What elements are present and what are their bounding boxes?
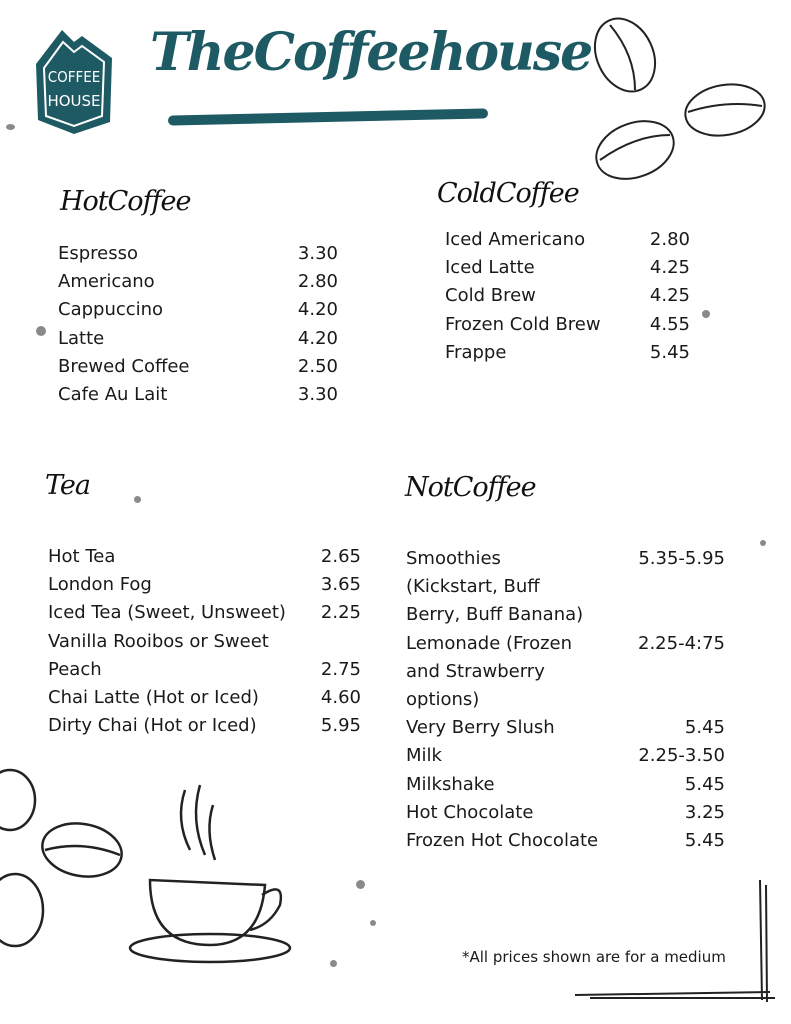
menu-item	[58, 296, 338, 324]
coffee-cup-and-beans-icon	[0, 760, 300, 980]
menu-item	[48, 543, 361, 571]
menu-item	[445, 226, 690, 254]
tea-list	[48, 543, 361, 740]
menu-item	[406, 686, 725, 714]
item-name: Very Berry Slush	[406, 717, 555, 739]
item-price: 3.30	[297, 243, 338, 264]
not-coffee-list	[406, 545, 725, 855]
item-price: 2.65	[320, 546, 361, 567]
item-price: 2.80	[649, 229, 690, 250]
menu-item	[445, 254, 690, 282]
menu-item	[445, 282, 690, 310]
item-name: Latte	[58, 327, 105, 349]
item-name: Iced Americano	[445, 229, 586, 250]
item-name: Hot Tea	[48, 546, 116, 567]
menu-item	[445, 311, 690, 339]
menu-item	[445, 339, 690, 367]
coffee-house-logo	[30, 24, 118, 136]
item-name: Frozen Hot Chocolate	[406, 830, 599, 852]
item-price: 5.45	[684, 773, 725, 795]
menu-item	[48, 628, 361, 656]
item-price: 4.60	[320, 687, 361, 709]
item-name: Milkshake	[406, 773, 495, 795]
menu-item	[58, 381, 338, 409]
page-title: TheCoffeehouse	[150, 22, 592, 83]
menu-item	[58, 268, 338, 296]
item-price: 3.30	[297, 384, 338, 406]
item-name: Frappe	[445, 341, 507, 363]
menu-item	[406, 771, 725, 799]
item-price: 4.55	[649, 313, 690, 335]
menu-item	[406, 601, 725, 629]
corner-frame-lines	[570, 880, 785, 1005]
hot-coffee-list	[58, 240, 338, 409]
item-name: Milk	[406, 745, 442, 767]
coffee-beans-icon	[590, 10, 780, 200]
item-name: Dirty Chai (Hot or Iced)	[48, 715, 257, 737]
menu-item	[406, 799, 725, 827]
menu-item	[406, 573, 725, 601]
item-name: Frozen Cold Brew	[445, 313, 601, 335]
item-price: 4.20	[297, 327, 338, 349]
item-price: 2.25	[320, 602, 361, 624]
svg-text:COFFEE: COFFEE	[47, 68, 101, 86]
menu-item	[48, 599, 361, 627]
item-name: London Fog	[48, 574, 152, 596]
item-name: Cappuccino	[58, 299, 164, 321]
menu-item	[406, 714, 725, 742]
menu-item	[48, 684, 361, 712]
item-name: Smoothies	[406, 548, 501, 569]
tea-heading: Tea	[45, 470, 90, 501]
item-name: (Kickstart, Buff	[406, 576, 540, 598]
item-price: 4.25	[649, 257, 690, 279]
item-price: 3.25	[684, 801, 725, 823]
item-name: options)	[406, 689, 480, 711]
menu-item	[406, 742, 725, 770]
item-price: 2.75	[320, 658, 361, 680]
item-name: and Strawberry	[406, 660, 545, 682]
item-name: Hot Chocolate	[406, 801, 534, 823]
menu-item	[48, 571, 361, 599]
item-price: 5.45	[684, 717, 725, 739]
item-price: 5.95	[320, 715, 361, 737]
item-name: Espresso	[58, 243, 139, 264]
item-price: 5.45	[649, 341, 690, 363]
svg-text:HOUSE: HOUSE	[47, 92, 101, 110]
item-name: Peach	[48, 658, 102, 680]
item-price: 2.80	[297, 271, 338, 293]
cold-coffee-list	[445, 226, 690, 367]
item-price: 5.35-5.95	[638, 548, 725, 569]
item-price: 2.25-4:75	[638, 632, 725, 654]
item-name: Lemonade (Frozen	[406, 632, 573, 654]
item-name: Americano	[58, 271, 155, 293]
menu-item	[406, 658, 725, 686]
item-name: Brewed Coffee	[58, 355, 190, 377]
item-name: Iced Latte	[445, 257, 535, 279]
item-name: Berry, Buff Banana)	[406, 604, 584, 626]
item-name: Cold Brew	[445, 285, 536, 307]
hot-coffee-heading: HotCoffee	[60, 186, 191, 217]
menu-item	[48, 712, 361, 740]
item-price: 4.25	[649, 285, 690, 307]
item-price: 3.65	[320, 574, 361, 596]
item-price: 4.20	[297, 299, 338, 321]
cold-coffee-heading: ColdCoffee	[437, 178, 579, 209]
title-underline	[168, 108, 488, 125]
not-coffee-heading: NotCoffee	[405, 472, 536, 503]
item-price: 5.45	[684, 830, 725, 852]
menu-item	[406, 545, 725, 573]
menu-item	[58, 325, 338, 353]
price-footnote: *All prices shown are for a medium	[462, 948, 726, 966]
item-name: Chai Latte (Hot or Iced)	[48, 687, 259, 709]
menu-item	[58, 240, 338, 268]
menu-item	[406, 630, 725, 658]
menu-item	[406, 827, 725, 855]
menu-item	[58, 353, 338, 381]
item-name: Iced Tea (Sweet, Unsweet)	[48, 602, 286, 624]
item-price: 2.25-3.50	[638, 745, 725, 767]
menu-item	[48, 656, 361, 684]
item-price: 2.50	[297, 355, 338, 377]
item-name: Cafe Au Lait	[58, 384, 168, 406]
item-name: Vanilla Rooibos or Sweet	[48, 630, 269, 652]
